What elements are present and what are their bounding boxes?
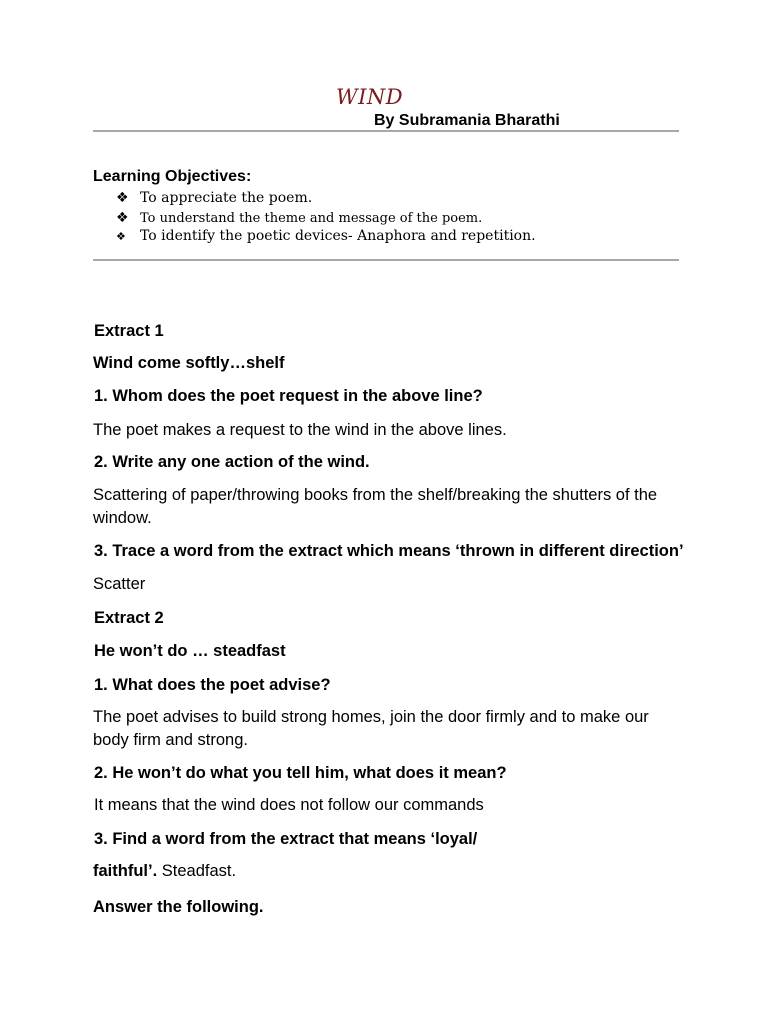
answer: The poet advises to build strong homes, join the door firmly and to make our body firm and strong.: [93, 708, 649, 749]
poem-author: By Subramania Bharathi: [374, 112, 560, 129]
extract-heading: Extract 2: [94, 609, 164, 627]
objective-item: ❖ To appreciate the poem.: [116, 190, 313, 206]
answer: The poet makes a request to the wind in the above lines.: [93, 421, 507, 439]
extract-heading: Extract 1: [94, 322, 164, 340]
question: 1. Whom does the poet request in the above line?: [94, 387, 483, 405]
diamond-bullet-icon: ❖: [116, 230, 126, 243]
question: 2. Write any one action of the wind.: [94, 453, 370, 471]
question: 3. Find a word from the extract that means ‘loyal/: [94, 830, 478, 848]
diamond-bullet-icon: ❖: [116, 210, 129, 226]
question: 3. Trace a word from the extract which means ‘thrown in different direction’: [94, 542, 684, 560]
objective-item: ❖ To identify the poetic devices- Anaphora and repetition.: [116, 228, 536, 244]
question: 1. What does the poet advise?: [94, 676, 331, 694]
answer: Scatter: [93, 575, 146, 593]
objectives-heading: Learning Objectives:: [93, 168, 252, 185]
question-continuation-with-answer: [93, 860, 236, 883]
extract-quote: Wind come softly…shelf: [93, 354, 285, 372]
question-continuation: faithful’.: [93, 862, 158, 880]
answer: It means that the wind does not follow our commands: [94, 796, 484, 814]
answer: Steadfast.: [161, 862, 237, 880]
section-heading: Answer the following.: [93, 898, 264, 916]
objective-item: ❖ To understand the theme and message of the poem.: [116, 210, 483, 226]
objectives-divider: [93, 259, 679, 261]
answer: Scattering of paper/throwing books from the shelf/breaking the shutters of the window.: [93, 486, 658, 527]
header-divider: [93, 130, 679, 132]
extract-quote: He won’t do … steadfast: [94, 642, 286, 660]
diamond-bullet-icon: ❖: [116, 190, 129, 206]
poem-title: WIND: [336, 85, 404, 109]
question: 2. He won’t do what you tell him, what does it mean?: [94, 764, 507, 782]
